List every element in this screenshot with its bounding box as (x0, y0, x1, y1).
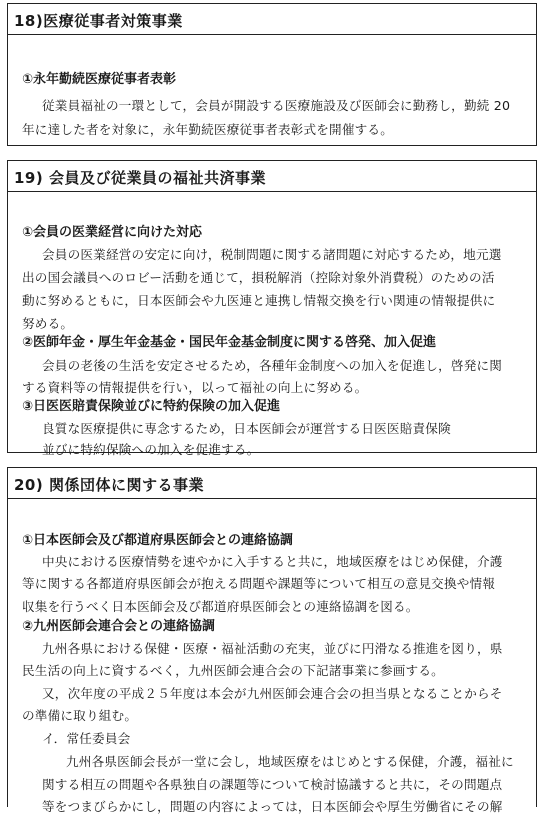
item-heading: ①日本医師会及び都道府県医師会との連絡協調 (22, 533, 294, 548)
section-title: 19) 会員及び従業員の福祉共済事業 (14, 169, 266, 187)
item-line: する資料等の情報提供を行い，以って福祉の向上に努める。 (22, 380, 368, 395)
item-line: 出の国会議員へのロビー活動を通じて，損税解消（控除対象外消費税）のための活 (22, 270, 495, 285)
item-line: 会員の医業経営の安定に向け，税制問題に関する諸問題に対応するため，地元選 (42, 247, 502, 262)
item-heading: ①会員の医業経営に向けた対応 (22, 225, 203, 240)
section-20 (7, 467, 537, 814)
item-line: 並びに特約保険への加入を促進する。 (42, 442, 260, 457)
item-line: 中央における医療情勢を速やかに入手すると共に，地域医療をはじめ保健，介護 (42, 554, 503, 569)
item-heading: ②医師年金・厚生年金基金・国民年金基金制度に関する啓発、加入促進 (22, 335, 437, 350)
item-heading: ③日医医賠責保険並びに特約保険の加入促進 (22, 399, 281, 414)
item-line: 九州各県における保健・医療・福祉活動の充実，並びに円滑なる推進を図り，県 (42, 641, 503, 656)
item-line: 努める。 (22, 316, 74, 331)
item-line: 等に関する各都道府県医師会が抱える問題や課題等について相互の意見交換や情報 (22, 576, 496, 591)
section-title: 18)医療従事者対策事業 (14, 12, 183, 30)
section-18 (7, 3, 537, 146)
item-line: 会員の老後の生活を安定させるため，各種年金制度への加入を促進し，啓発に関 (42, 358, 503, 373)
item-line: 従業員福祉の一環として，会員が開設する医療施設及び医師会に勤務し，勤続 20 (42, 98, 511, 113)
item-line: 収集を行うべく日本医師会及び都道府県医師会との連絡協調を図る。 (22, 599, 419, 614)
item-line: 良質な医療提供に専念するため，日本医師会が運営する日医医賠責保険 (42, 421, 451, 436)
item-heading: ②九州医師会連合会との連絡協調 (22, 619, 216, 634)
section-header (8, 468, 536, 499)
item-line: 年に達した者を対象に，永年勤続医療従事者表彰式を開催する。 (22, 122, 394, 137)
item-line: 動に努めるともに，日本医師会や九医連と連携し情報交換を行い関連の情報提供に (22, 293, 496, 308)
item-line: イ．常任委員会 (42, 731, 131, 746)
item-line: 又，次年度の平成２５年度は本会が九州医師会連合会の担当県となることからそ (42, 686, 503, 701)
item-line: 九州各県医師会長が一堂に会し，地域医療をはじめとする保健，介護，福祉に (66, 754, 514, 769)
item-line: 関する相互の問題や各県独自の課題等について検討協議すると共に，その問題点 (42, 777, 503, 792)
item-line: の準備に取り組む。 (22, 708, 138, 723)
section-19 (7, 160, 537, 457)
item-line: 民生活の向上に資するべく，九州医師会連合会の下記諸事業に参画する。 (22, 663, 444, 678)
section-header (8, 4, 536, 35)
section-header (8, 161, 536, 192)
item-line: 等をつまびらかにし，問題の内容によっては，日本医師会や厚生労働省にその解 (42, 799, 503, 814)
item-heading: ①永年勤続医療従事者表彰 (22, 72, 177, 87)
section-title: 20) 関係団体に関する事業 (14, 476, 204, 494)
